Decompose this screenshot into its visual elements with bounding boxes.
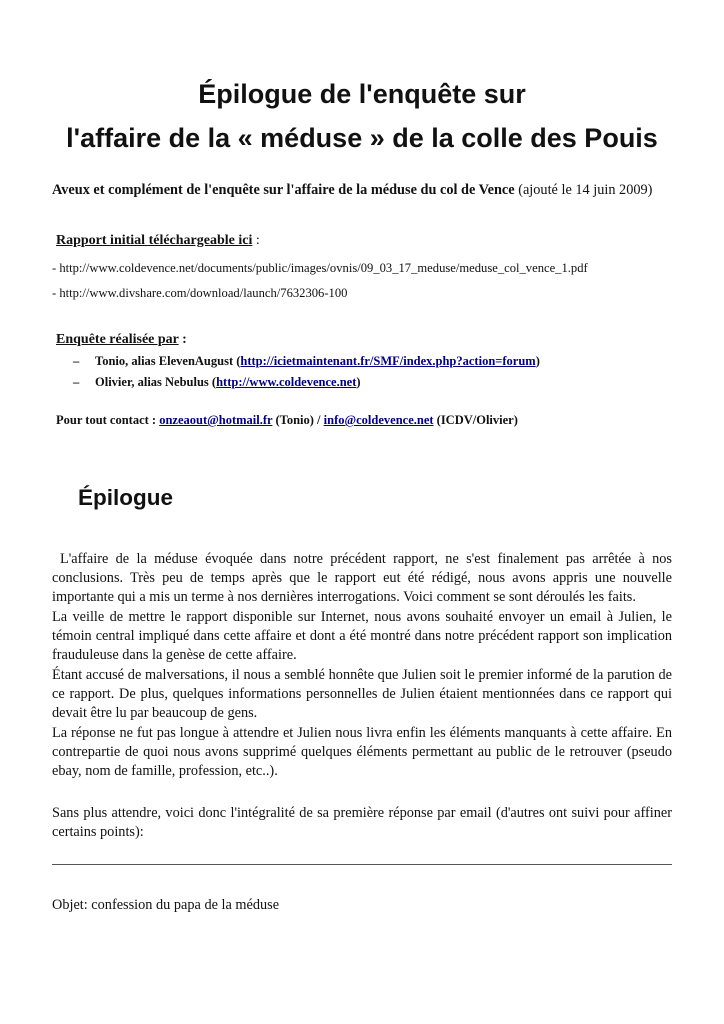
contact-line [56,413,518,428]
rapport-suffix: : [252,233,260,248]
person-name: Tonio, alias ElevenAugust ( [95,354,241,368]
coldevence-link[interactable]: http://www.coldevence.net [216,375,357,389]
title-line-1: Épilogue de l'enquête sur [198,79,526,109]
person-item-olivier [73,375,361,390]
email-link-olivier[interactable]: info@coldevence.net [323,413,434,427]
bullet-dash: – [73,354,80,368]
title-line-2: l'affaire de la « méduse » de la colle des Pouis [66,123,658,153]
paragraph-1: L'affaire de la méduse évoquée dans notre précédent rapport, ne s'est finalement pas arrêtée à nos conclusions. Très peu de temps après que le rapport eut été rédigé, nous avons appris une nouvelle importante qui a mis un terme à nos dernières interrogations. Voici comment se sont déroulés les faits. [52,551,672,605]
forum-link[interactable]: http://icietmaintenant.fr/SMF/index.php?action=forum [240,354,536,368]
rapport-heading [56,233,260,249]
paragraph-2: La veille de mettre le rapport disponible sur Internet, nous avons souhaité envoyer un email à Julien, le témoin central impliqué dans cette affaire et dont a été montré dans notre précédent rapport son implication frauduleuse dans la genèse de cette affaire. [52,609,672,663]
email-subject-line: Objet: confession du papa de la méduse [52,897,280,913]
contact-prefix: Pour tout contact : [56,413,160,427]
enquete-label: Enquête réalisée par [56,332,179,347]
email-link-tonio[interactable]: onzeaout@hotmail.fr [159,413,273,427]
bullet-dash: – [73,375,80,389]
paragraph-3: Étant accusé de malversations, il nous a semblé honnête que Julien soit le premier informé de la parution de ce rapport. De plus, quelques informations personnelles de Julien étaient mentionnées dans ce rapport qui devait être lu par beaucoup de gens. [52,667,672,721]
contact-mid: (Tonio) / [272,413,324,427]
person-item-tonio [73,354,540,369]
contact-end: (ICDV/Olivier) [433,413,518,427]
rapport-link-2[interactable]: - http://www.divshare.com/download/launch/7632306-100 [52,286,348,300]
paragraph-5: Sans plus attendre, voici donc l'intégralité de sa première réponse par email (d'autres ont suivi pour affiner certains points): [52,805,672,840]
enquete-heading [56,332,187,348]
enquete-suffix: : [178,332,187,347]
horizontal-divider [52,864,672,865]
rapport-label: Rapport initial téléchargeable ici [56,233,253,248]
person-name: Olivier, alias Nebulus ( [95,375,217,389]
subtitle-bold: Aveux et complément de l'enquête sur l'affaire de la méduse du col de Vence [52,182,515,198]
section-heading-epilogue: Épilogue [78,485,173,510]
rapport-link-1[interactable]: - http://www.coldevence.net/documents/public/images/ovnis/09_03_17_meduse/meduse_col_vence_1.pdf [52,261,588,275]
subtitle-note: (ajouté le 14 juin 2009) [514,182,653,198]
paragraph-4: La réponse ne fut pas longue à attendre et Julien nous livra enfin les éléments manquants à cette affaire. En contrepartie de quoi nous avons supprimé quelques éléments permettant au public de le retrouver (pseudo ebay, nom de famille, profession, etc..). [52,725,672,779]
person-close: ) [535,354,540,368]
subtitle [52,182,652,199]
person-close: ) [356,375,361,389]
